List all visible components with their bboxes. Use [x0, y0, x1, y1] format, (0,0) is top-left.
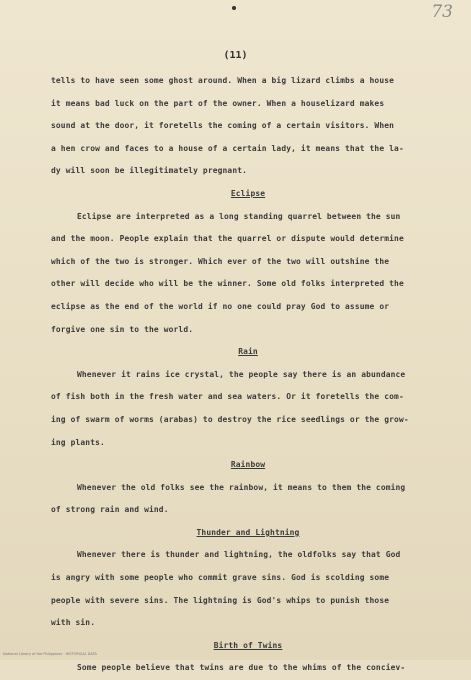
section-heading: Birth of Twins — [213, 640, 283, 650]
text-line: ing plants. — [51, 437, 105, 447]
text-line: Eclipse are interpreted as a long standing quarrel between the sun — [77, 211, 401, 221]
text-line: it means bad luck on the part of the owner. When a houselizard makes — [51, 98, 385, 108]
text-line: forgive one sin to the world. — [51, 324, 194, 334]
text-line: which of the two is stronger. Which ever of the two will outshine the — [51, 256, 390, 266]
text-line: of strong rain and wind. — [51, 505, 169, 515]
text-line: sound at the door, it foretells the coming of a certain visitors. When — [51, 121, 395, 131]
text-line: tells to have seen some ghost around. When a big lizard climbs a house — [51, 76, 395, 85]
text-line: a hen crow and faces to a house of a certain lady, it means that the la- — [51, 143, 404, 153]
text-line: with sin. — [51, 618, 96, 628]
text-line: Whenever the old folks see the rainbow, it means to them the coming — [77, 482, 406, 492]
text-line: dy will soon be illegitimately pregnant. — [51, 166, 248, 176]
page-number: (11) — [223, 50, 248, 61]
text-line: other will decide who will be the winner. Some old folks interpreted the — [51, 279, 404, 289]
text-line: and the moon. People explain that the quarrel or dispute would determine — [51, 234, 404, 244]
section-heading: Eclipse — [230, 188, 266, 198]
text-line: Whenever it rains ice crystal, the people say there is an abundance — [77, 369, 406, 379]
text-line: Whenever there is thunder and lightning, the oldfolks say that God — [77, 550, 401, 560]
text-line: is angry with some people who commit grave sins. God is scolding some — [51, 573, 390, 583]
text-line: ing of swarm of worms (arabas) to destroy the rice seedlings or the grow- — [51, 414, 409, 424]
footer-note: National Library of the Philippines · HISTORICAL DATA — [3, 652, 97, 656]
section-heading: Thunder and Lightning — [196, 527, 300, 537]
text-line: Some people believe that twins are due to the whims of the conciev- — [77, 663, 406, 673]
section-heading: Rainbow — [230, 460, 266, 470]
document-body — [51, 70, 445, 680]
text-line: of fish both in the fresh water and sea waters. Or it foretells the com- — [51, 392, 404, 402]
section-heading: Rain — [238, 347, 258, 357]
binding-dot — [232, 6, 236, 10]
handwritten-page-number: 73 — [431, 2, 453, 22]
text-line: people with severe sins. The lightning is God's whips to punish those — [51, 595, 390, 605]
text-line: eclipse as the end of the world if no one could pray God to assume or — [51, 301, 390, 311]
